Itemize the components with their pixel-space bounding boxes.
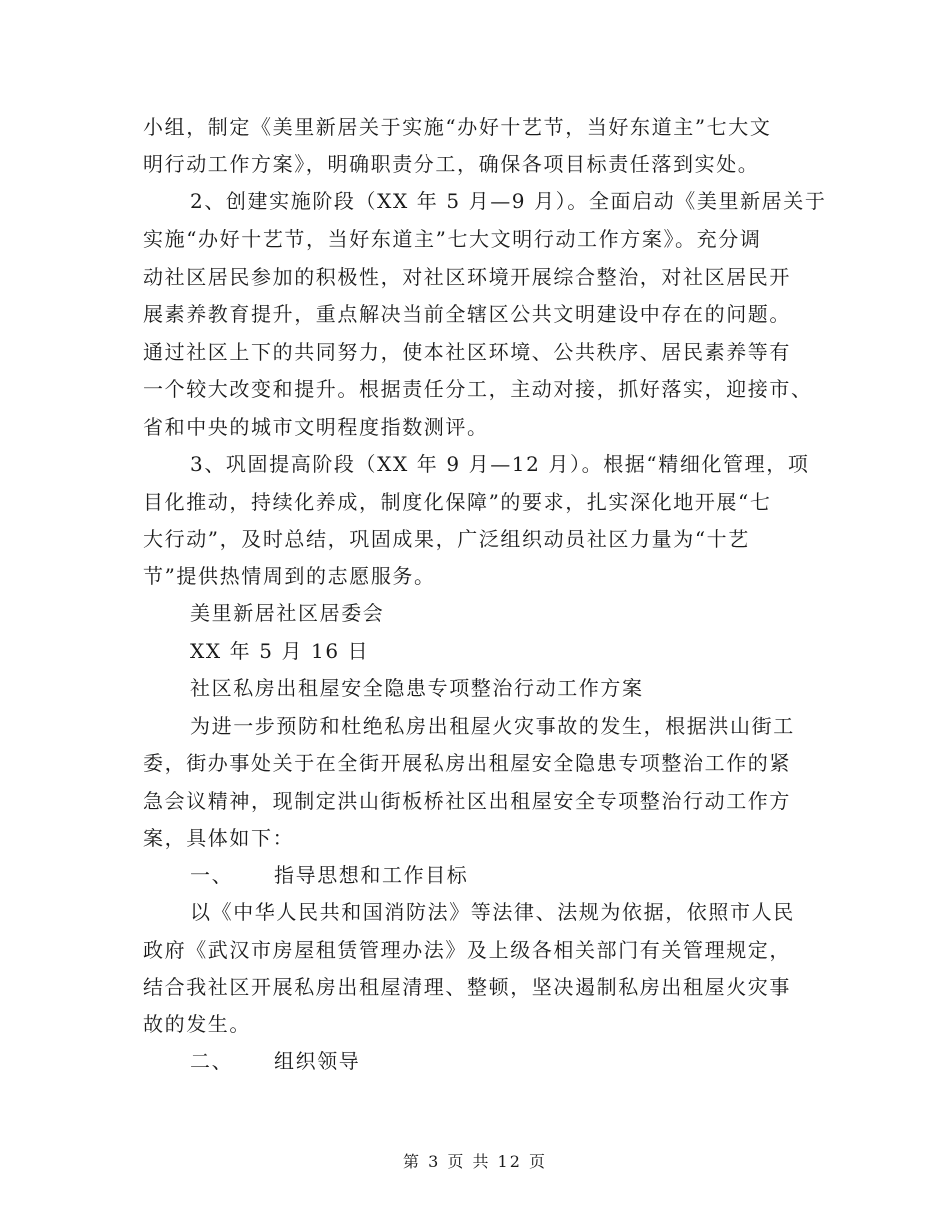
paragraph-line: 为进一步预防和杜绝私房出租屋火灾事故的发生，根据洪山街工 [190,714,795,738]
section-heading-number: 一、 [190,863,234,887]
paragraph-line: 2、创建实施阶段（XX 年 5 月—9 月）。全面启动《美里新居关于 [190,189,827,213]
paragraph-line: 故的发生。 [143,1012,251,1036]
signature-organization: 美里新居社区居委会 [190,601,385,625]
paragraph-line: 以《中华人民共和国消防法》等法律、法规为依据，依照市人民 [190,900,795,924]
paragraph-line: 结合我社区开展私房出租屋清理、整顿，坚决遏制私房出租屋火灾事 [143,975,791,999]
section-heading: 组织领导 [274,1049,361,1073]
paragraph-line: 政府《武汉市房屋租赁管理办法》及上级各相关部门有关管理规定， [143,938,791,962]
section-heading: 指导思想和工作目标 [274,863,469,887]
paragraph-line: 实施“办好十艺节，当好东道主”七大文明行动工作方案》。充分调 [143,227,762,251]
paragraph-line: 省和中央的城市文明程度指数测评。 [143,415,489,439]
document-title: 社区私房出租屋安全隐患专项整治行动工作方案 [190,676,644,700]
paragraph-line: 大行动”，及时总结，巩固成果，广泛组织动员社区力量为“十艺 [143,527,750,551]
paragraph-line: 一个较大改变和提升。根据责任分工，主动对接，抓好落实，迎接市、 [143,377,813,401]
page-number-footer: 第 3 页 共 12 页 [403,1152,547,1171]
section-heading-number: 二、 [190,1049,234,1073]
paragraph-line: 明行动工作方案》，明确职责分工，确保各项目标责任落到实处。 [143,152,760,176]
paragraph-line: 动社区居民参加的积极性，对社区环境开展综合整治，对社区居民开 [143,265,791,289]
paragraph-line: 案，具体如下： [143,826,295,850]
paragraph-line: 目化推动，持续化养成，制度化保障”的要求，扎实深化地开展“七 [143,490,772,514]
paragraph-line: 3、巩固提高阶段（XX 年 9 月—12 月）。根据“精细化管理，项 [190,452,810,476]
paragraph-line: 委，街办事处关于在全街开展私房出租屋安全隐患专项整治工作的紧 [143,751,791,775]
paragraph-line: 急会议精神，现制定洪山街板桥社区出租屋安全专项整治行动工作方 [143,789,791,813]
paragraph-line: 小组，制定《美里新居关于实施“办好十艺节，当好东道主”七大文 [143,115,772,139]
paragraph-line: 通过社区上下的共同努力，使本社区环境、公共秩序、居民素养等有 [143,340,791,364]
signature-date: XX 年 5 月 16 日 [190,639,370,663]
paragraph-line: 展素养教育提升，重点解决当前全辖区公共文明建设中存在的问题。 [143,302,791,326]
paragraph-line: 节”提供热情周到的志愿服务。 [143,564,436,588]
